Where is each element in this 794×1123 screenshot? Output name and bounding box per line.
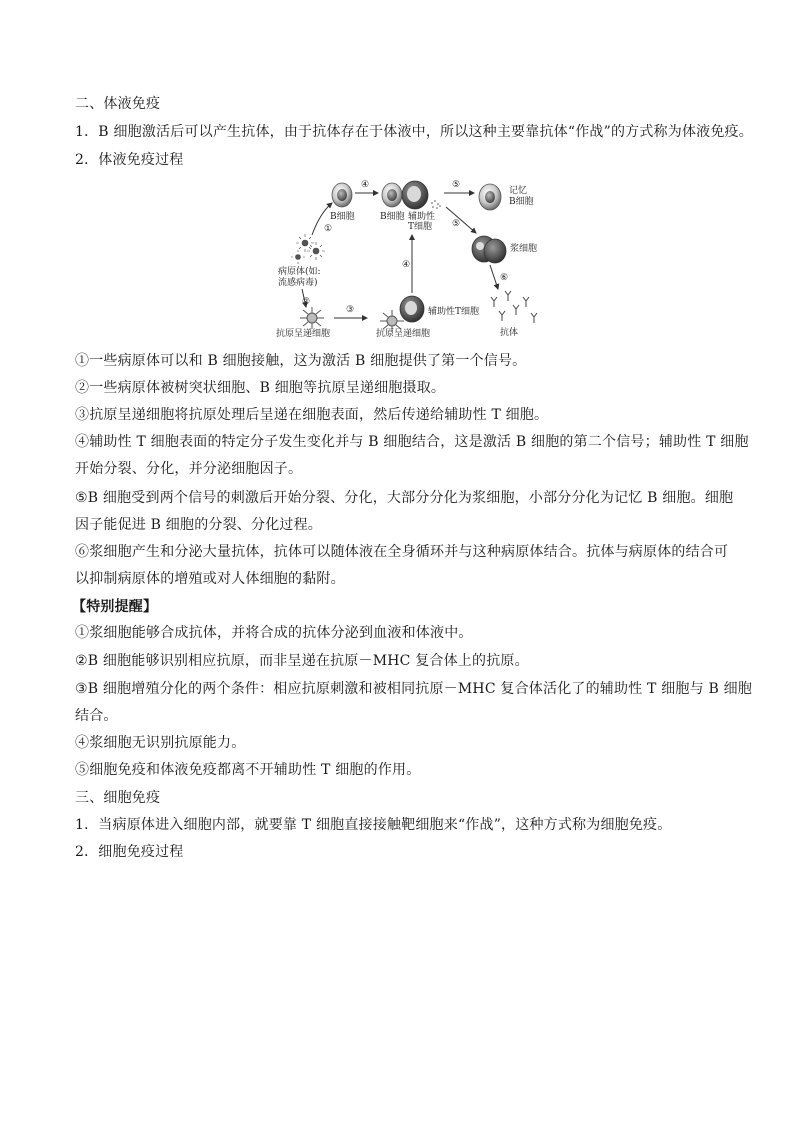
step-num-5a: ⑤ — [452, 180, 461, 190]
tip-line-1: ①浆细胞能够合成抗体，并将合成的抗体分泌到血液和体液中。 — [75, 625, 473, 641]
label-memory-2: B细胞 — [509, 197, 534, 207]
section-heading-cellular: 三、细胞免疫 — [75, 790, 161, 806]
step-num-3: ③ — [346, 305, 355, 315]
step-line-3: ③抗原呈递细胞将抗原处理后呈递在细胞表面，然后传递给辅助性 T 细胞。 — [75, 407, 549, 423]
step-num-4b: ④ — [402, 260, 411, 270]
antibody-icon — [491, 291, 537, 323]
memory-b-cell-icon — [479, 184, 501, 210]
label-apc-2: 抗原呈递细胞 — [376, 329, 431, 339]
tip-line-3: ③B 细胞增殖分化的两个条件：相应抗原刺激和被相同抗原－MHC 复合体活化了的辅助性 T 细胞与 B 细胞 — [75, 681, 753, 697]
virus-icon — [291, 234, 325, 264]
label-memory-1: 记忆 — [509, 186, 528, 196]
label-b-cell-2: B细胞 — [380, 212, 405, 222]
label-antibody: 抗体 — [500, 328, 519, 338]
paragraph-cellular-process-title: 2．细胞免疫过程 — [75, 844, 184, 860]
cytokine-dots-icon — [431, 200, 441, 209]
step-num-1: ① — [324, 224, 333, 234]
paragraph-cellular-definition: 1．当病原体进入细胞内部，就要靠 T 细胞直接接触靶细胞来“作战”，这种方式称为细胞免疫。 — [75, 817, 672, 833]
b-cell-icon — [332, 183, 352, 207]
step-line-4: ④辅助性 T 细胞表面的特定分子发生变化并与 B 细胞结合，这是激活 B 细胞的第二个信号；辅助性 T 细胞 — [75, 434, 749, 450]
step-line-1: ①一些病原体可以和 B 细胞接触，这为激活 B 细胞提供了第一个信号。 — [75, 353, 527, 369]
tip-line-5: ⑤细胞免疫和体液免疫都离不开辅助性 T 细胞的作用。 — [75, 762, 421, 778]
paragraph-humoral-definition: 1．B 细胞激活后可以产生抗体，由于抗体存在于体液中，所以这种主要靠抗体“作战”的方式称为体液免疫。 — [75, 124, 753, 140]
apc-with-helper-t-icon — [380, 296, 424, 332]
label-helper-t-top-2: T细胞 — [408, 222, 433, 232]
tip-line-3-cont: 结合。 — [75, 708, 118, 724]
diagram-svg — [262, 173, 552, 345]
label-helper-t-top-1: 辅助性 — [408, 212, 436, 222]
step-line-6: ⑥浆细胞产生和分泌大量抗体，抗体可以随体液在全身循环并与这种病原体结合。抗体与病原体的结合可 — [75, 544, 729, 560]
label-plasma: 浆细胞 — [510, 244, 538, 254]
step-line-4-cont: 开始分裂、分化，并分泌细胞因子。 — [75, 461, 303, 477]
dendritic-cell-icon — [300, 307, 324, 329]
step-num-2: ② — [302, 297, 311, 307]
step-line-6-cont: 以抑制病原体的增殖或对人体细胞的黏附。 — [75, 571, 345, 587]
label-helper-t-bottom: 辅助性T细胞 — [428, 307, 480, 317]
label-apc-1: 抗原呈递细胞 — [276, 329, 331, 339]
b-cell-with-helper-t-icon — [382, 181, 428, 209]
plasma-cell-icon — [472, 236, 506, 263]
tip-line-4: ④浆细胞无识别抗原能力。 — [75, 735, 246, 751]
step-line-5-cont: 因子能促进 B 细胞的分裂、分化过程。 — [75, 517, 322, 533]
step-num-4a: ④ — [361, 180, 370, 190]
label-b-cell-1: B细胞 — [330, 212, 355, 222]
label-pathogen-1: 病原体(如: — [278, 267, 321, 277]
step-line-5: ⑤B 细胞受到两个信号的刺激后开始分裂、分化，大部分分化为浆细胞，小部分分化为记忆 B 细胞。细胞 — [75, 490, 734, 506]
step-line-2: ②一些病原体被树突状细胞、B 细胞等抗原呈递细胞摄取。 — [75, 380, 446, 396]
step-num-6: ⑥ — [500, 273, 509, 283]
step-num-5b: ⑤ — [452, 219, 461, 229]
tip-line-2: ②B 细胞能够识别相应抗原，而非呈递在抗原－MHC 复合体上的抗原。 — [75, 653, 529, 669]
humoral-immunity-diagram — [262, 173, 552, 345]
label-pathogen-2: 流感病毒) — [278, 278, 318, 288]
section-heading-humoral: 二、体液免疫 — [75, 96, 161, 112]
tips-heading: 【特别提醒】 — [72, 599, 158, 615]
paragraph-humoral-process-title: 2．体液免疫过程 — [75, 152, 184, 168]
